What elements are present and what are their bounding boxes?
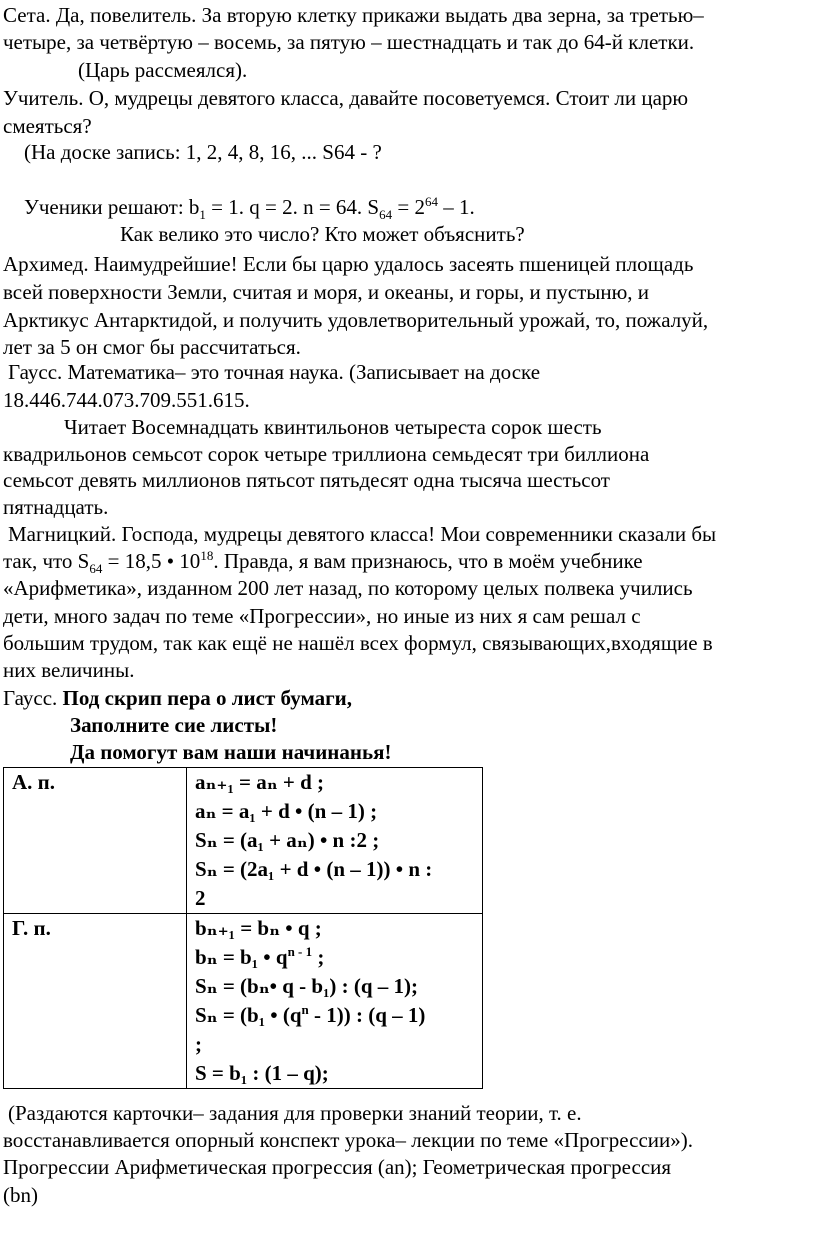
gauss-line-4: квадрильонов семьсот сорок четыре триллиона семьдесят три биллиона: [3, 442, 650, 466]
formula: Sₙ = (a₁ + aₙ) • n :2 ;: [195, 828, 380, 852]
formula: Sₙ = (bₙ• q - b₁) : (q – 1);: [195, 974, 419, 998]
cards-line-1: (Раздаются карточки– задания для проверки знаний теории, т. е.: [8, 1101, 582, 1125]
gauss-number: 18.446.744.073.709.551.615.: [3, 388, 250, 412]
formula: Sₙ = (b₁ • $(q^n - 1)$) : (q – 1): [195, 1002, 426, 1027]
students-solve: Ученики решают: $b_1 = 1$. q = 2. n = 64. $S_{64} = 2^{64} - 1$.: [24, 194, 475, 223]
table-cell-label: А. п.: [4, 768, 187, 914]
magnitsky-line-6: них величины.: [3, 658, 135, 682]
table-cell-label: Г. п.: [4, 914, 187, 1089]
seta-line-2: четыре, за четвёртую – восемь, за пятую – шестнадцать и так до 64-й клетки.: [3, 30, 695, 54]
formula: Sₙ = (2a₁ + d • (n – 1)) • n :: [195, 857, 433, 881]
formula: aₙ = a₁ + d • (n – 1) ;: [195, 799, 378, 823]
seta-line-1: Сета. Да, повелитель. За вторую клетку прикажи выдать два зерна, за третью–: [3, 3, 704, 27]
archimedes-line-4: лет за 5 он смог бы рассчитаться.: [3, 335, 301, 359]
magnitsky-line-5: большим трудом, так как ещё не нашёл всех формул, связывающих,входящие в: [3, 631, 713, 655]
gauss-line-5: семьсот девять миллионов пятьсот пятьдесят одна тысяча шестьсот: [3, 468, 610, 492]
gauss-poem-line-3: Да помогут вам наши начинанья!: [70, 740, 392, 764]
gauss-line-6: пятнадцать.: [3, 495, 109, 519]
cards-line-3: Прогрессии Арифметическая прогрессия (an); Геометрическая прогрессия: [3, 1155, 672, 1179]
formula: ;: [195, 1032, 202, 1056]
magnitsky-line-1: Магницкий. Господа, мудрецы девятого класса! Мои современники сказали бы: [8, 522, 717, 546]
table-row: [4, 768, 483, 914]
formula: bₙ₊₁ = bₙ • q ;: [195, 916, 322, 940]
question-line: Как велико это число? Кто может объяснить?: [120, 222, 525, 246]
teacher-line-1: Учитель. О, мудрецы девятого класса, давайте посоветуемся. Стоит ли царю: [3, 86, 689, 110]
gauss-poem-line-2: Заполните сие листы!: [70, 713, 278, 737]
formula-table: [3, 767, 483, 1089]
formula: aₙ₊₁ = aₙ + d ;: [195, 770, 325, 794]
cards-line-4: (bn): [3, 1183, 38, 1207]
archimedes-line-3: Арктикус Антарктидой, и получить удовлетворительный урожай, то, пожалуй,: [3, 308, 709, 332]
gauss-poem-line-1: Гаусс. Под скрип пера о лист бумаги,: [3, 686, 353, 710]
formula: S = b₁ : (1 – q);: [195, 1061, 329, 1085]
formula: bₙ = b₁ • $q^{n - 1}$ ;: [195, 944, 325, 969]
table-cell-formulas: [187, 914, 483, 1089]
table-row: [4, 914, 483, 1089]
magnitsky-line-2: так, что $S_{64} = 18,5$ • $10^{18}$. Правда, я вам признаюсь, что в моём учебнике: [3, 548, 643, 577]
formula: 2: [195, 886, 206, 910]
gauss-line-1: Гаусс. Математика– это точная наука. (Записывает на доске: [8, 360, 541, 384]
teacher-line-2: смеяться?: [3, 114, 92, 138]
stage-direction-tsar: (Царь рассмеялся).: [78, 58, 248, 82]
gauss-line-3: Читает Восемнадцать квинтильонов четыреста сорок шесть: [64, 415, 602, 439]
archimedes-line-2: всей поверхности Земли, считая и моря, и океаны, и горы, и пустыню, и: [3, 280, 650, 304]
archimedes-line-1: Архимед. Наимудрейшие! Если бы царю удалось засеять пшеницей площадь: [3, 252, 694, 276]
magnitsky-line-4: дети, много задач по теме «Прогрессии», но иные из них я сам решал с: [3, 604, 641, 628]
board-record: (На доске запись: 1, 2, 4, 8, 16, ... S64 - ?: [24, 140, 382, 164]
cards-line-2: восстанавливается опорный конспект урока– лекции по теме «Прогрессии»).: [3, 1128, 693, 1152]
table-cell-formulas: [187, 768, 483, 914]
magnitsky-line-3: «Арифметика», изданном 200 лет назад, по которому целых полвека учились: [3, 576, 693, 600]
